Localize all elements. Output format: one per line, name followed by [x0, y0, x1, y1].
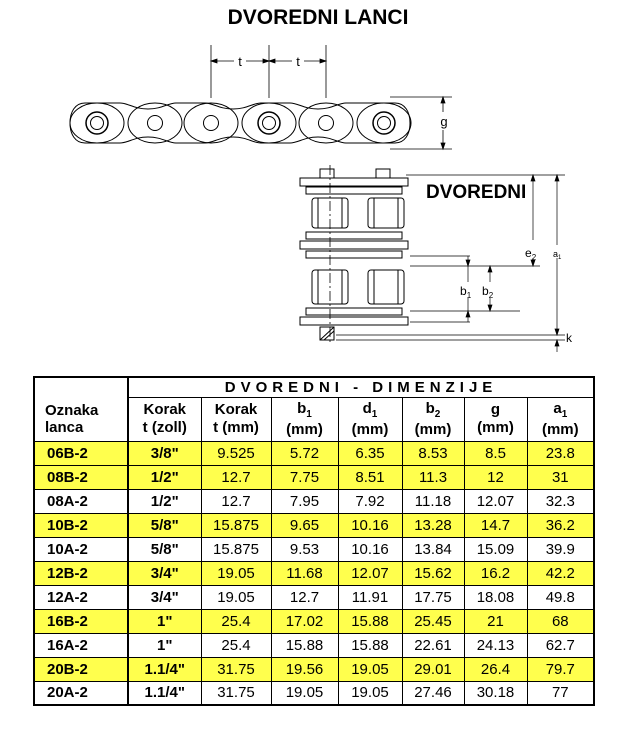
pitch-mm-cell: 12.7	[201, 489, 271, 513]
header-b1-sub: 1	[306, 408, 312, 420]
chain-designation-cell: 16A-2	[34, 633, 128, 657]
header-a1	[527, 397, 594, 441]
pitch-mm-cell: 12.7	[201, 465, 271, 489]
b2-value-cell: 15.62	[402, 561, 464, 585]
chain-designation-cell: 10A-2	[34, 537, 128, 561]
header-b1-unit: (mm)	[286, 420, 323, 438]
pitch-mm-cell: 15.875	[201, 513, 271, 537]
pitch-mm-cell: 19.05	[201, 585, 271, 609]
b2-value-cell: 11.18	[402, 489, 464, 513]
g-value-cell: 24.13	[464, 633, 527, 657]
dim-t-label: t	[238, 54, 242, 69]
table-row	[34, 465, 594, 489]
d1-value-cell: 15.88	[338, 609, 402, 633]
dim-a1-label: $a_1$	[553, 249, 562, 261]
chain-designation-cell: 08A-2	[34, 489, 128, 513]
header-name-line1: Oznaka	[45, 402, 99, 419]
header-korak-zoll-line1: Korak	[143, 401, 187, 418]
side-view-label: DVOREDNI	[426, 182, 527, 203]
g-value-cell: 12.07	[464, 489, 527, 513]
b2-value-cell: 25.45	[402, 609, 464, 633]
header-g	[464, 397, 527, 441]
header-a1-unit: (mm)	[541, 420, 579, 438]
a1-value-cell: 42.2	[527, 561, 594, 585]
header-d1-sym: d	[362, 399, 372, 417]
g-value-cell: 30.18	[464, 681, 527, 705]
chain-designation-cell: 20A-2	[34, 681, 128, 705]
header-b1-sym: b	[297, 399, 307, 417]
b1-value-cell: 12.7	[271, 585, 338, 609]
header-a1-sub: 1	[561, 408, 568, 420]
dim-g-label: g	[440, 114, 448, 129]
dimensions-table-body	[34, 441, 594, 705]
dim-k-label: k	[566, 331, 572, 345]
d1-value-cell: 6.35	[338, 441, 402, 465]
table-row	[34, 681, 594, 705]
table-row	[34, 513, 594, 537]
dimensions-table	[33, 376, 595, 706]
b2-value-cell: 8.53	[402, 441, 464, 465]
table-row	[34, 609, 594, 633]
chain-designation-cell: 06B-2	[34, 441, 128, 465]
d1-value-cell: 11.91	[338, 585, 402, 609]
pitch-inch-cell: 1/2"	[128, 465, 201, 489]
b1-value-cell: 19.05	[271, 681, 338, 705]
pitch-inch-cell: 1.1/4"	[128, 681, 201, 705]
table-row	[34, 561, 594, 585]
chain-designation-cell: 20B-2	[34, 657, 128, 681]
pitch-mm-cell: 25.4	[201, 609, 271, 633]
b2-value-cell: 29.01	[402, 657, 464, 681]
chain-designation-cell: 08B-2	[34, 465, 128, 489]
g-value-cell: 12	[464, 465, 527, 489]
pitch-inch-cell: 3/4"	[128, 561, 201, 585]
pitch-inch-cell: 1.1/4"	[128, 657, 201, 681]
a1-value-cell: 79.7	[527, 657, 594, 681]
chain-top-view	[70, 103, 411, 143]
header-name-line2: lanca	[45, 419, 84, 437]
g-value-cell: 8.5	[464, 441, 527, 465]
dim-e2-label: $e_2$	[525, 246, 537, 262]
header-b1	[271, 397, 338, 441]
g-value-cell: 18.08	[464, 585, 527, 609]
b1-value-cell: 19.56	[271, 657, 338, 681]
chain-designation-cell: 16B-2	[34, 609, 128, 633]
chain-designation-cell: 12A-2	[34, 585, 128, 609]
pitch-mm-cell: 25.4	[201, 633, 271, 657]
link-outline	[70, 103, 410, 143]
g-value-cell: 15.09	[464, 537, 527, 561]
header-b2-sub: 2	[434, 408, 441, 420]
a1-value-cell: 77	[527, 681, 594, 705]
header-dimensions-title: DVOREDNI - DIMENZIJE	[128, 377, 594, 397]
b2-value-cell: 13.28	[402, 513, 464, 537]
chain-diagram	[0, 0, 636, 372]
pitch-mm-cell: 19.05	[201, 561, 271, 585]
header-g-sym: g	[490, 401, 501, 418]
b2-value-cell: 17.75	[402, 585, 464, 609]
dim-b1-label: $b_1$	[460, 284, 472, 300]
pitch-mm-cell: 31.75	[201, 681, 271, 705]
d1-value-cell: 8.51	[338, 465, 402, 489]
a1-value-cell: 49.8	[527, 585, 594, 609]
pitch-inch-cell: 5/8"	[128, 537, 201, 561]
header-korak-mm-sym: t	[213, 419, 219, 436]
pitch-mm-cell: 15.875	[201, 537, 271, 561]
b1-value-cell: 17.02	[271, 609, 338, 633]
a1-value-cell: 62.7	[527, 633, 594, 657]
b1-value-cell: 9.65	[271, 513, 338, 537]
b1-value-cell: 7.75	[271, 465, 338, 489]
pitch-mm-cell: 31.75	[201, 657, 271, 681]
dim-b2-label: $b_2$	[482, 284, 494, 300]
table-row	[34, 633, 594, 657]
table-row	[34, 585, 594, 609]
table-row	[34, 657, 594, 681]
b2-value-cell: 27.46	[402, 681, 464, 705]
d1-value-cell: 19.05	[338, 681, 402, 705]
header-korak-mm-line1: Korak	[214, 401, 258, 418]
dim-t-label-2: t	[296, 54, 300, 69]
a1-value-cell: 39.9	[527, 537, 594, 561]
b1-value-cell: 15.88	[271, 633, 338, 657]
pitch-inch-cell: 1/2"	[128, 489, 201, 513]
chain-side-view	[300, 165, 408, 345]
d1-value-cell: 10.16	[338, 537, 402, 561]
d1-value-cell: 7.92	[338, 489, 402, 513]
table-row	[34, 489, 594, 513]
b2-value-cell: 11.3	[402, 465, 464, 489]
header-korak-mm-unit: (mm)	[218, 419, 259, 436]
header-korak-zoll	[128, 397, 201, 441]
header-d1	[338, 397, 402, 441]
chain-designation-cell: 10B-2	[34, 513, 128, 537]
chain-designation-cell: 12B-2	[34, 561, 128, 585]
pitch-mm-cell: 9.525	[201, 441, 271, 465]
page-title: DVOREDNI LANCI	[227, 6, 409, 29]
g-value-cell: 16.2	[464, 561, 527, 585]
table-row	[34, 537, 594, 561]
g-value-cell: 14.7	[464, 513, 527, 537]
d1-value-cell: 15.88	[338, 633, 402, 657]
b1-value-cell: 5.72	[271, 441, 338, 465]
d1-value-cell: 19.05	[338, 657, 402, 681]
header-g-unit: (mm)	[477, 419, 514, 436]
header-b2-unit: (mm)	[414, 420, 452, 438]
b1-value-cell: 7.95	[271, 489, 338, 513]
a1-value-cell: 32.3	[527, 489, 594, 513]
header-a1-sym: a	[553, 399, 562, 417]
table-row	[34, 441, 594, 465]
b2-value-cell: 13.84	[402, 537, 464, 561]
a1-value-cell: 23.8	[527, 441, 594, 465]
header-oznaka-lanca	[34, 377, 128, 441]
header-d1-unit: (mm)	[351, 420, 389, 438]
pitch-inch-cell: 1"	[128, 609, 201, 633]
g-value-cell: 26.4	[464, 657, 527, 681]
header-korak-zoll-line2: t (zoll)	[142, 419, 187, 436]
pitch-inch-cell: 5/8"	[128, 513, 201, 537]
a1-value-cell: 68	[527, 609, 594, 633]
pitch-inch-cell: 3/4"	[128, 585, 201, 609]
b1-value-cell: 9.53	[271, 537, 338, 561]
a1-value-cell: 36.2	[527, 513, 594, 537]
b1-value-cell: 11.68	[271, 561, 338, 585]
b2-value-cell: 22.61	[402, 633, 464, 657]
pitch-inch-cell: 3/8"	[128, 441, 201, 465]
header-d1-sub: 1	[371, 408, 378, 420]
header-korak-mm	[201, 397, 271, 441]
d1-value-cell: 12.07	[338, 561, 402, 585]
pitch-inch-cell: 1"	[128, 633, 201, 657]
d1-value-cell: 10.16	[338, 513, 402, 537]
header-b2-sym: b	[425, 399, 435, 417]
header-b2	[402, 397, 464, 441]
a1-value-cell: 31	[527, 465, 594, 489]
pitch-dimension	[211, 45, 326, 98]
g-value-cell: 21	[464, 609, 527, 633]
